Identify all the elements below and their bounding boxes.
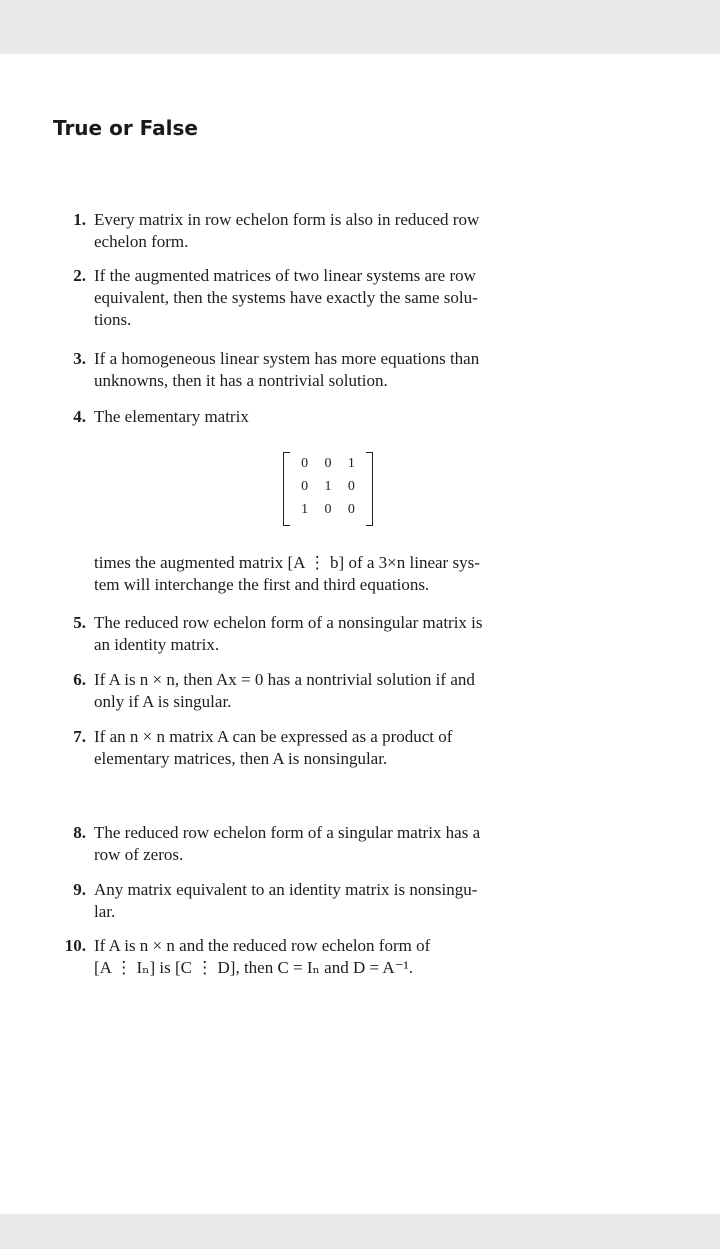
item-number: 4. (73, 407, 86, 426)
item-line: [A ⋮ Iₙ] is [C ⋮ D], then C = Iₙ and D = A⁻¹. (94, 958, 413, 977)
item-line: If a homogeneous linear system has more equations than (94, 349, 480, 368)
list-item (52, 935, 584, 979)
matrix-cell: 0 (347, 479, 355, 494)
matrix-cell: 0 (347, 502, 355, 517)
matrix-cell: 0 (301, 479, 309, 494)
item-number: 2. (73, 266, 86, 285)
item-line: lar. (94, 902, 116, 921)
item-line: The reduced row echelon form of a singular matrix has a (94, 823, 481, 842)
list-item (52, 669, 584, 713)
list-item-continuation (52, 552, 584, 596)
list-item (52, 265, 584, 331)
item-number: 6. (73, 670, 86, 689)
item-line: equivalent, then the systems have exactly the same solu- (94, 288, 478, 307)
item-line: Any matrix equivalent to an identity matrix is nonsingu- (94, 880, 478, 899)
item-line: If an n × n matrix A can be expressed as a product of (94, 727, 453, 746)
matrix-right-bracket (366, 452, 373, 526)
item-number: 9. (73, 880, 86, 899)
item-number: 5. (73, 613, 86, 632)
item-number: 10. (64, 936, 86, 955)
matrix-grid (293, 454, 363, 520)
item-line: If A is n × n, then Ax = 0 has a nontrivial solution if and (94, 670, 475, 689)
list-item (52, 822, 584, 866)
item-number: 3. (73, 349, 86, 368)
item-line: echelon form. (94, 232, 189, 251)
matrix-cell: 1 (324, 479, 332, 494)
item-line: unknowns, then it has a nontrivial solution. (94, 371, 388, 390)
item-number: 7. (73, 727, 86, 746)
matrix-left-bracket (283, 452, 290, 526)
list-item (52, 406, 584, 428)
matrix-cell: 0 (324, 456, 332, 471)
item-number: 1. (73, 210, 86, 229)
item-line: If A is n × n and the reduced row echelon form of (94, 936, 431, 955)
item-line: an identity matrix. (94, 635, 220, 654)
item-line: tions. (94, 310, 132, 329)
item-line: The elementary matrix (94, 407, 249, 426)
item-line: Every matrix in row echelon form is also in reduced row (94, 210, 480, 229)
item-line: If the augmented matrices of two linear systems are row (94, 266, 476, 285)
list-item (52, 348, 584, 392)
list-item (52, 879, 584, 923)
item-line: tem will interchange the first and third equations. (94, 575, 430, 594)
item-line: times the augmented matrix [A ⋮ b] of a 3×n linear sys- (94, 553, 480, 572)
item-line: row of zeros. (94, 845, 184, 864)
elementary-matrix (283, 452, 373, 526)
list-item (52, 726, 584, 770)
list-item (52, 612, 584, 656)
matrix-cell: 1 (347, 456, 355, 471)
item-line: only if A is singular. (94, 692, 232, 711)
matrix-cell: 0 (324, 502, 332, 517)
item-line: The reduced row echelon form of a nonsingular matrix is (94, 613, 483, 632)
item-number: 8. (73, 823, 86, 842)
section-heading: True or False (53, 116, 198, 140)
item-line: elementary matrices, then A is nonsingular. (94, 749, 388, 768)
matrix-cell: 1 (301, 502, 309, 517)
list-item (52, 209, 584, 253)
matrix-cell: 0 (301, 456, 309, 471)
